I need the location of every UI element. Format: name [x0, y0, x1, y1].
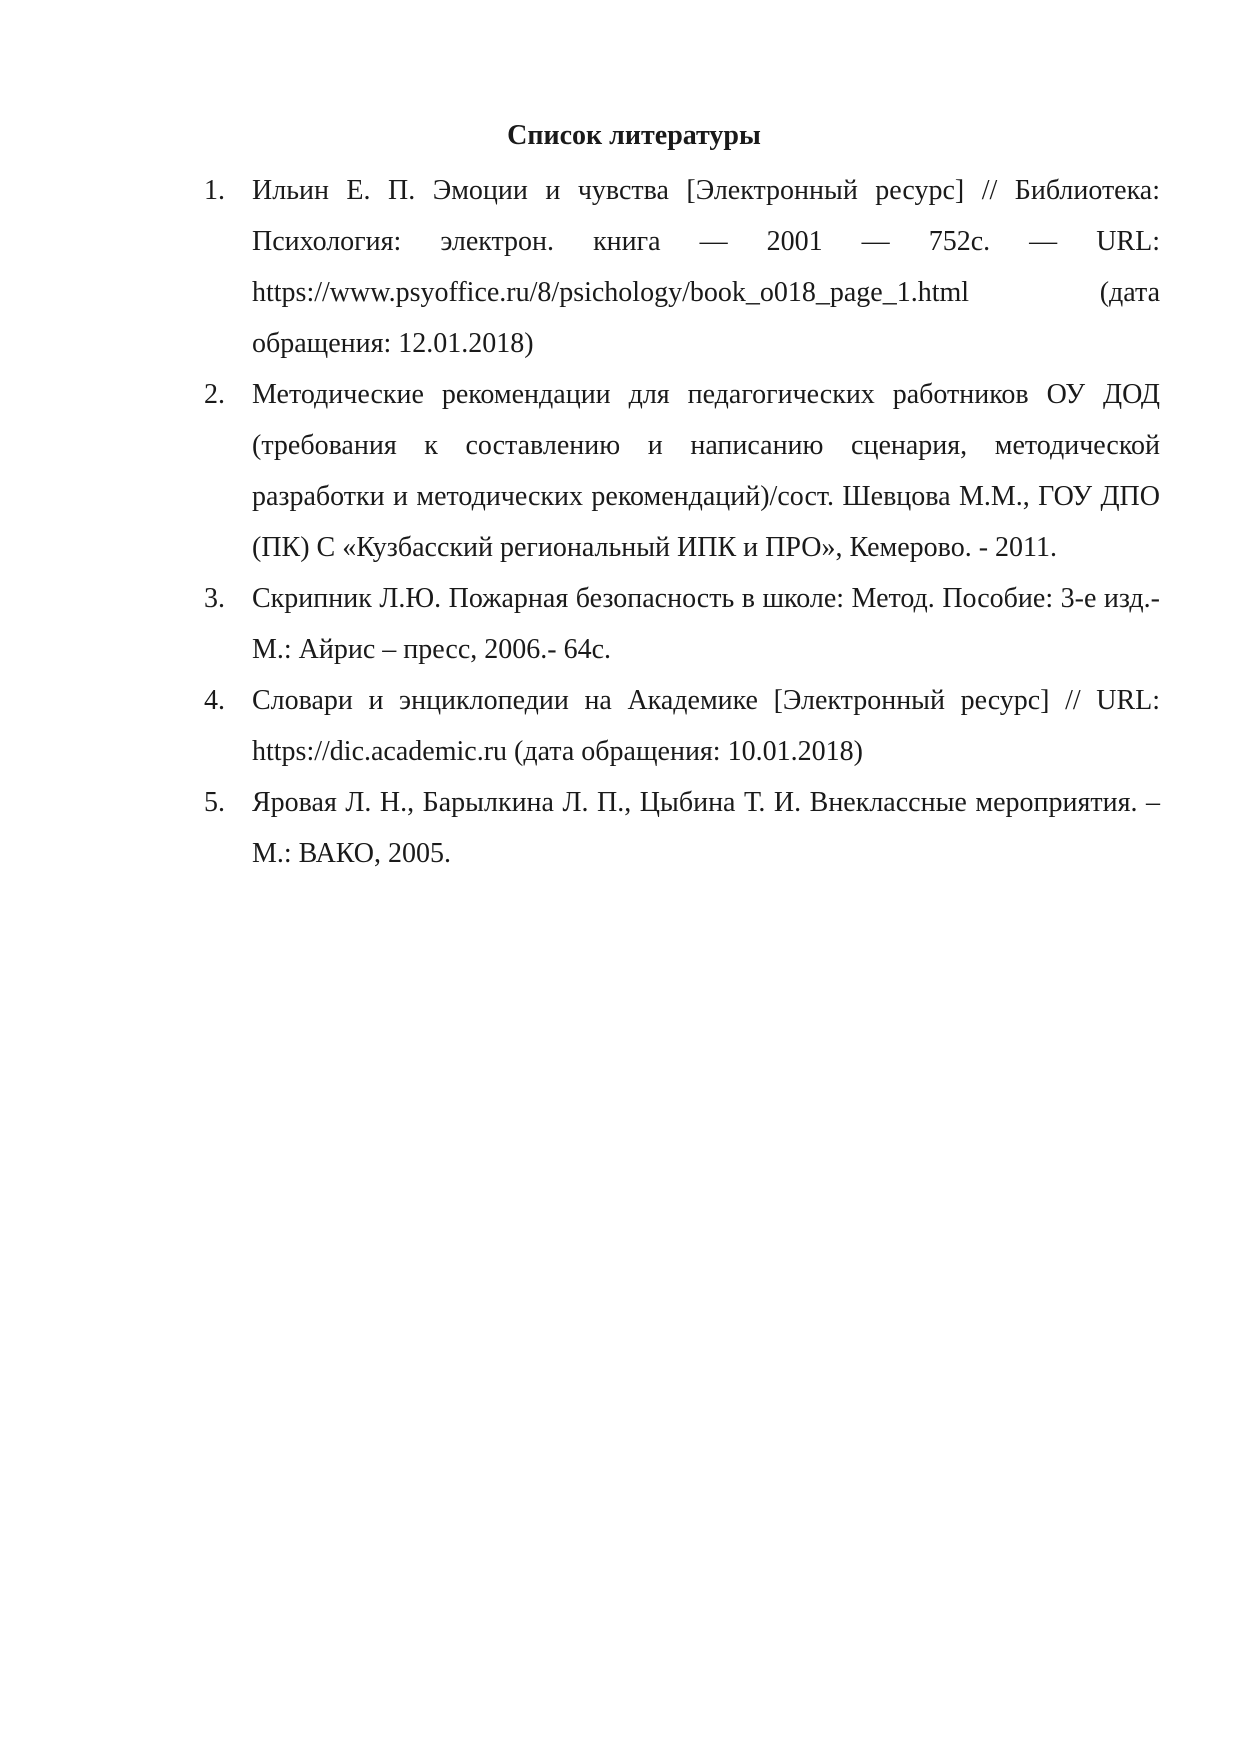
reference-number: 2. — [204, 379, 225, 410]
reference-text: Методические рекомендации для педагогических работников ОУ ДОД (требования к составлению и написанию сценария, методической разработки и методических рекомендаций)/сост. Шевцова М.М., ГОУ ДПО (ПК) С «Кузбасский региональный ИПК и ПРО», Кемерово. - 2011. — [252, 379, 1160, 563]
reference-item — [204, 165, 1160, 369]
reference-item — [204, 369, 1160, 573]
reference-number: 1. — [204, 175, 225, 206]
reference-text: Словари и энциклопедии на Академике [Электронный ресурс] // URL: https://dic.academic.ru (дата обращения: 10.01.2018) — [252, 685, 1160, 767]
reference-item — [204, 573, 1160, 675]
reference-text: Яровая Л. Н., Барылкина Л. П., Цыбина Т. И. Внеклассные мероприятия. – М.: ВАКО, 2005. — [252, 787, 1160, 869]
reference-item — [204, 675, 1160, 777]
reference-text: Ильин Е. П. Эмоции и чувства [Электронный ресурс] // Библиотека: Психология: электрон. книга — 2001 — 752с. — URL: https://www.psyoffice.ru/8/psichology/book_o018_page_1.html (дата обращения: 12.01.2018) — [252, 175, 1160, 359]
reference-number: 4. — [204, 685, 225, 716]
reference-number: 3. — [204, 583, 225, 614]
reference-item — [204, 777, 1160, 879]
reference-number: 5. — [204, 787, 225, 818]
reference-text: Скрипник Л.Ю. Пожарная безопасность в школе: Метод. Пособие: 3-е изд.- М.: Айрис – пресс, 2006.- 64с. — [252, 583, 1160, 665]
page-title: Список литературы — [507, 120, 761, 151]
reference-list — [204, 165, 1160, 879]
